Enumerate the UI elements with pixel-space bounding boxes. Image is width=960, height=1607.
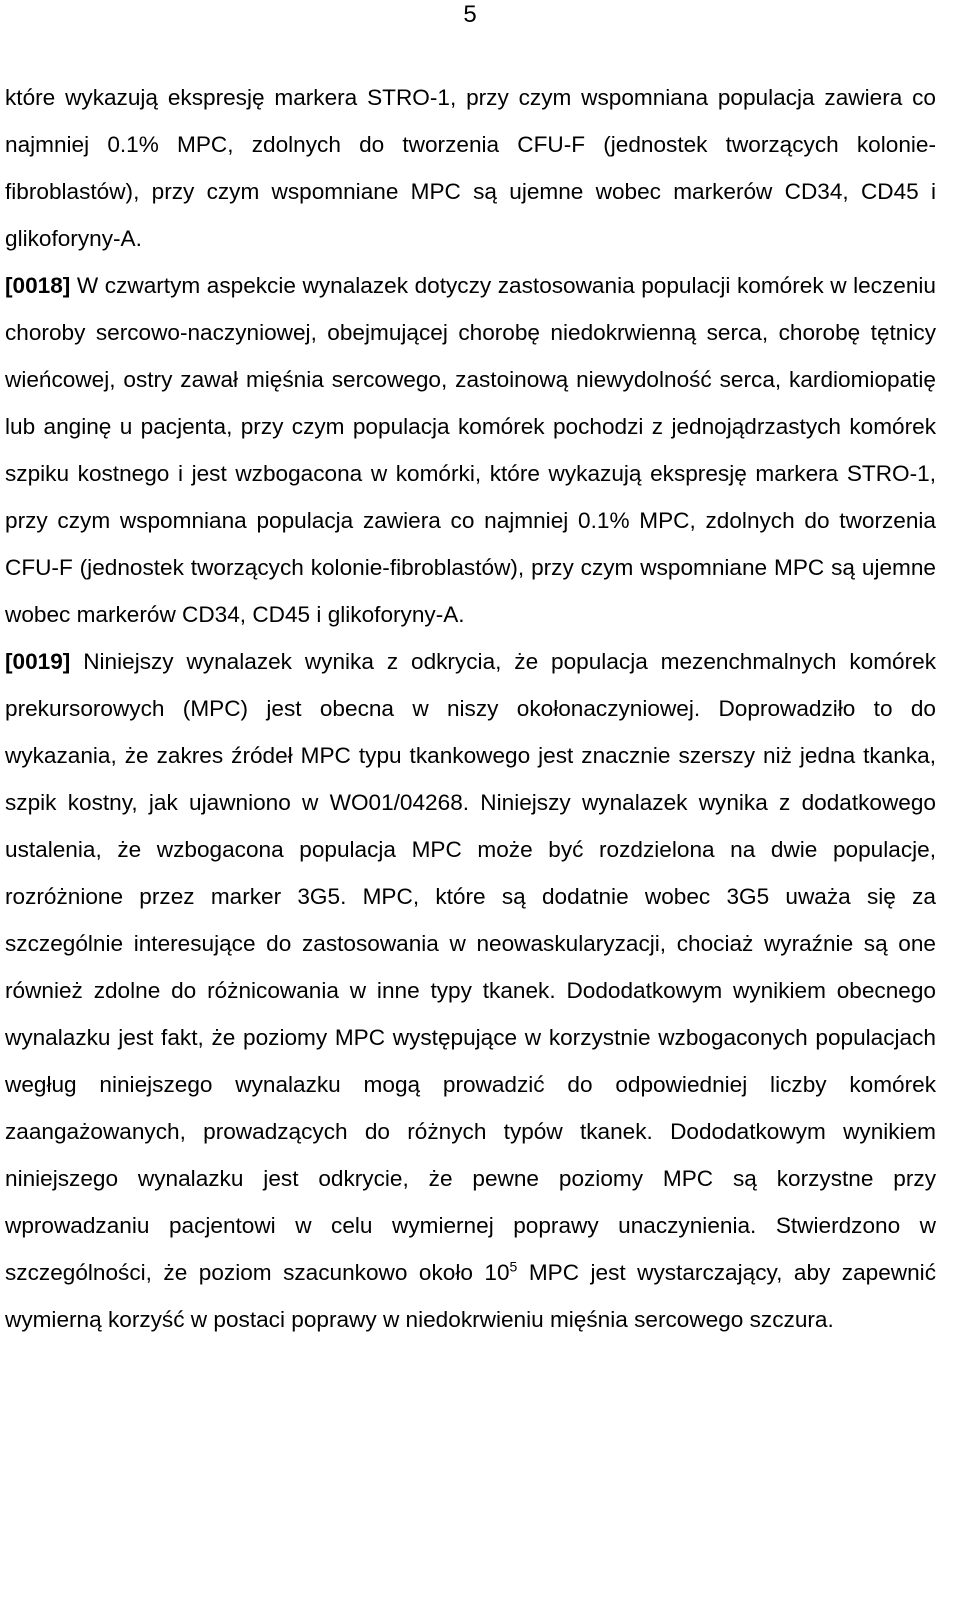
superscript-exponent: 5 [509,1258,518,1275]
paragraph-text-end: MPC jest wystarczający, aby zapewnić wymierną korzyść w postaci poprawy w niedokrwieniu mięśnia sercowego szczura. [5,1260,936,1332]
page-number: 5 [463,1,477,28]
paragraph-0018 [5,262,936,638]
paragraph-text: W czwartym aspekcie wynalazek dotyczy zastosowania populacji komórek w leczeniu choroby sercowo-naczyniowej, obejmującej chorobę niedokrwienną serca, chorobę tętnicy wieńcowej, ostry zawał mięśnia sercowego, zastoinową niewydolność serca, kardiomiopatię lub anginę u pacjenta, przy czym populacja komórek pochodzi z jednojądrzastych komórek szpiku kostnego i jest wzbogacona w komórki, które wykazują ekspresję markera STRO-1, przy czym wspomniana populacja zawiera co najmniej 0.1% MPC, zdolnych do tworzenia CFU-F (jednostek tworzących kolonie-fibroblastów), przy czym wspomniane MPC są ujemne wobec markerów CD34, CD45 i glikoforyny-A. [5,273,936,627]
paragraph-number: [0019] [5,649,71,674]
paragraph-number: [0018] [5,273,71,298]
continuation-paragraph: które wykazują ekspresję markera STRO-1, przy czym wspomniana populacja zawiera co najmniej 0.1% MPC, zdolnych do tworzenia CFU-F (jednostek tworzących kolonie-fibroblastów), przy czym wspomniane MPC są ujemne wobec markerów CD34, CD45 i glikoforyny-A. [5,85,936,251]
paragraph-0019 [5,638,936,1343]
paragraph-text: Niniejszy wynalazek wynika z odkrycia, że populacja mezenchmalnych komórek prekursorowych (MPC) jest obecna w niszy okołonaczyniowej. Doprowadziło to do wykazania, że zakres źródeł MPC typu tkankowego jest znacznie szerszy niż jedna tkanka, szpik kostny, jak ujawniono w WO01/04268. Niniejszy wynalazek wynika z dodatkowego ustalenia, że wzbogacona populacja MPC może być rozdzielona na dwie populacje, rozróżnione przez marker 3G5. MPC, które są dodatnie wobec 3G5 uważa się za szczególnie interesujące do zastosowania w neowaskularyzacji, chociaż wyraźnie są one również zdolne do różnicowania w inne typy tkanek. Dododatkowym wynikiem obecnego wynalazku jest fakt, że poziomy MPC występujące w korzystnie wzbogaconych populacjach wegług niniejszego wynalazku mogą prowadzić do odpowiedniej liczby komórek zaangażowanych, prowadzących do różnych typów tkanek. Dododatkowym wynikiem niniejszego wynalazku jest odkrycie, że pewne poziomy MPC są korzystne przy wprowadzaniu pacjentowi w celu wymiernej poprawy unaczynienia. Stwierdzono w szczególności, że poziom szacunkowo około 10 [5,649,936,1285]
document-body [5,74,936,1343]
